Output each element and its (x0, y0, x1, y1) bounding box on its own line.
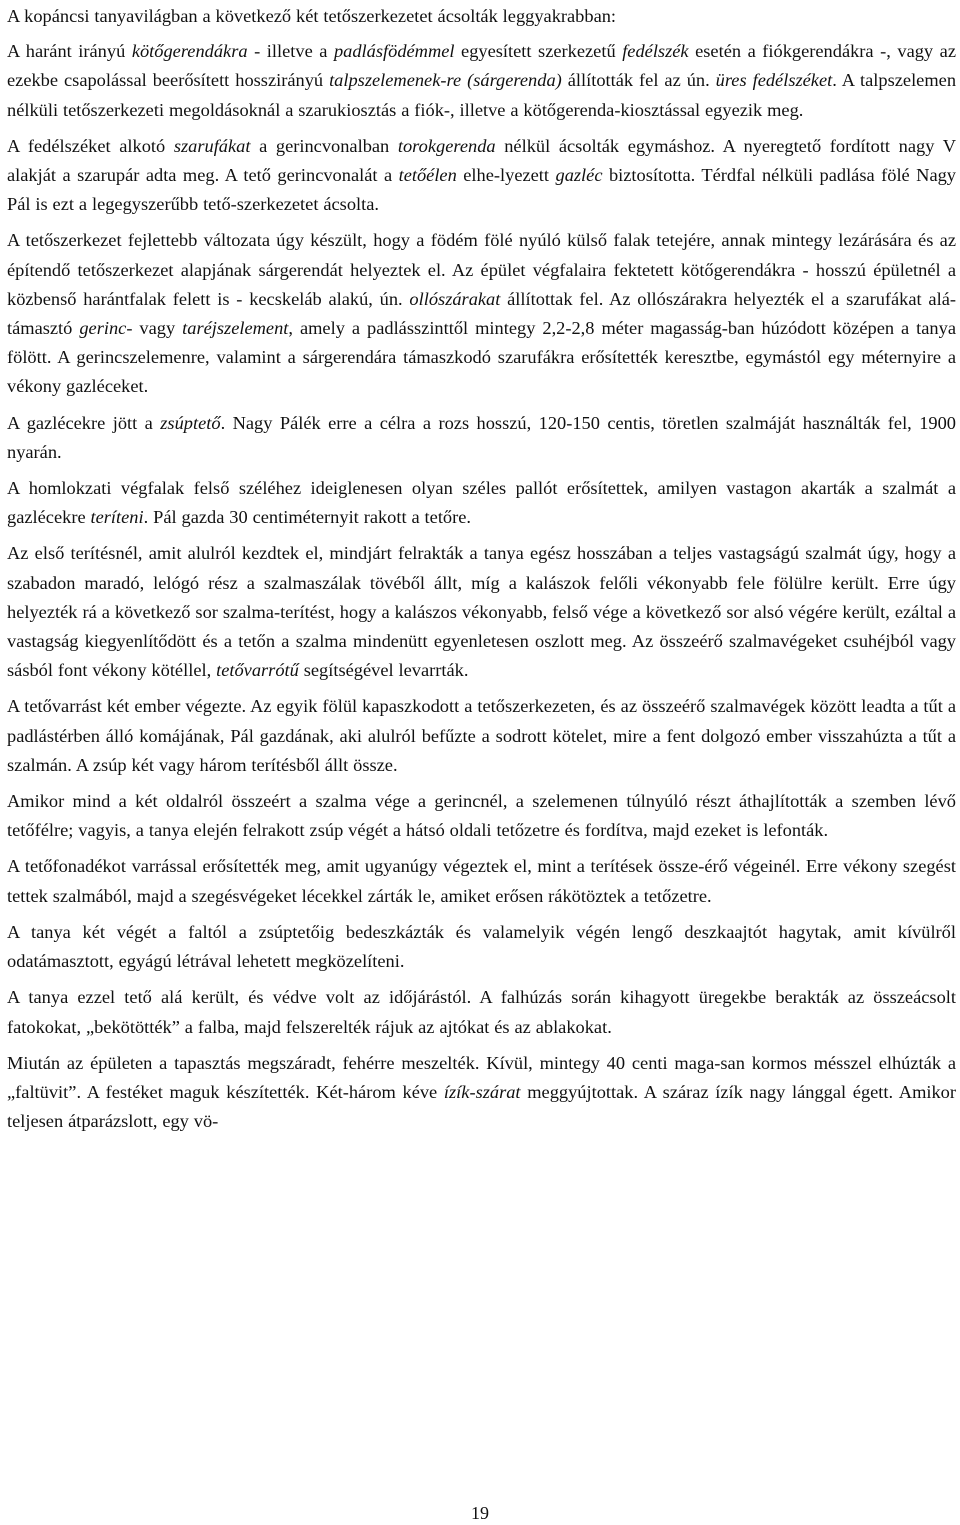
text-segment: a gerincvonalban (250, 135, 398, 156)
italic-term: taréjszelement (182, 318, 289, 339)
paragraph (7, 692, 956, 780)
italic-term: ízík-szárat (443, 1081, 521, 1102)
text-segment: állították fel az ún. (561, 70, 716, 91)
text-segment: segítségével levarrták. (298, 660, 469, 681)
paragraph (7, 1049, 956, 1137)
text-segment: . A talpszelemen nélküli tetőszerkezeti megoldásoknál a szarukiosztás a fiók-, illetve a kötőgerenda-kiosztással egyezik meg. (7, 70, 957, 120)
paragraph (7, 983, 956, 1041)
paragraph (7, 37, 956, 125)
italic-term: kötőgerendákra (131, 41, 248, 62)
paragraph (7, 852, 956, 910)
text-segment: vagy (132, 318, 183, 339)
italic-term: gerinc- (79, 318, 133, 339)
paragraph (7, 474, 956, 532)
text-segment: - illetve a (247, 41, 334, 62)
text-segment: esetén a fiókgerendákra -, vagy az ezekbe csapolással beerősített hosszirányú (7, 41, 956, 91)
text-segment: egyesített szerkezetű (454, 41, 623, 62)
text-segment: A tetővarrást két ember végezte. Az egyik fölül kapaszkodott a tetőszerkezeten, és az összeérő szalmavégek között leadta a tűt a padlástérben álló komájának, Pál gazdának, aki alulról befűzte a sodrott kötelet, mire a fent dolgozó ember visszahúzta a tűt a szalmán. A zsúp két vagy három terítésből állt össze. (7, 696, 956, 775)
text-segment: A kopáncsi tanyavilágban a következő két tetőszerkezetet ácsolták leggyakrabban: (7, 6, 617, 26)
paragraph (7, 132, 956, 220)
text-segment: , amely a padlásszinttől mintegy 2,2-2,8 méter magasság-ban húzódott középen a tanya fölött. A gerincszelemenre, valamint a sárgerendára támaszkodó szarufákra erősítették keresztbe, egymástól egy méternyire a vékony gazléceket. (7, 318, 956, 397)
text-segment: A tanya ezzel tető alá került, és védve volt az időjárástól. A falhúzás során kihagyott üregekbe berakták az összeácsolt fatokokat, „bekötötték” a falba, majd felszerelték rájuk az ajtókat és az ablakokat. (7, 987, 956, 1037)
italic-term: talpszelemenek-re (sárgerenda) (329, 70, 562, 91)
text-segment: A haránt irányú (7, 41, 132, 62)
text-segment: Miután az épületen a tapasztás megszáradt, fehérre meszelték. Kívül, mintegy 40 centi maga-san kormos mésszel elhúzták a „faltüvit”. A festéket maguk készítették. Két-három kéve (7, 1052, 956, 1102)
italic-term: tetővarrótű (216, 660, 299, 681)
text-segment: A gazlécekre jött a (7, 412, 161, 433)
text-segment: Amikor mind a két oldalról összeért a szalma vége a gerincnél, a szelemenen túlnyúló részt áthajlították a szemben lévő tetőfélre; vagyis, a tanya elején felrakott zsúp végét a hátsó oldali tetőzetre és fordítva, majd ezeket is lefonták. (7, 791, 956, 841)
text-segment: A homlokzati végfalak felső széléhez ideiglenesen olyan széles pallót erősítettek, amilyen vastagon akarták a szalmát a gazlécekre (7, 478, 956, 528)
text-segment: . Pál gazda 30 centiméternyit rakott a tetőre. (143, 507, 472, 528)
italic-term: tetőélen (398, 165, 457, 186)
italic-term: zsúptető (160, 412, 221, 433)
text-segment: állítottak fel. Az ollószárakra helyezték el a szarufákat alá-támasztó (7, 288, 956, 339)
italic-term: üres fedélszéket (715, 70, 833, 91)
italic-term: gazléc (555, 165, 603, 186)
italic-term: padlásfödémmel (333, 41, 455, 62)
text-segment: . Nagy Pálék erre a célra a rozs hosszú, 120-150 centis, töretlen szalmáját használták fel, 1900 nyarán. (7, 412, 956, 462)
paragraph (7, 2, 956, 31)
page-number: 19 (471, 1503, 489, 1523)
italic-term: ollószárakat (409, 288, 501, 309)
text-segment: meggyújtottak. A száraz ízík nagy lánggal égett. Amikor teljesen átparázslott, egy vö- (7, 1081, 956, 1132)
italic-term: torokgerenda (397, 135, 496, 156)
paragraph (7, 409, 956, 467)
text-segment: nélkül ácsolták egymáshoz. A nyeregtető fordított nagy V alakját a szarupár adta meg. A tető gerincvonalát a (7, 135, 956, 186)
text-segment: A tanya két végét a faltól a zsúptetőig bedeszkázták és valamelyik végén lengő deszkaajtót hagytak, amit kívülről odatámasztott, egyágú létrával lehetett megközelíteni. (7, 921, 956, 972)
paragraph (7, 918, 956, 976)
page-body (7, 2, 956, 1143)
italic-term: fedélszék (622, 41, 689, 62)
paragraph (7, 226, 956, 401)
italic-term: teríteni (90, 507, 144, 528)
paragraph (7, 539, 956, 685)
text-segment: A fedélszéket alkotó (7, 135, 174, 156)
text-segment: A tetőfonadékot varrással erősítették meg, amit ugyanúgy végeztek el, mint a terítések össze-érő végeinél. Erre vékony szegést tettek szalmából, majd a szegésvégeket lécekkel zárták le, amiket erősen rákötöztek a tetőzetre. (7, 856, 956, 906)
paragraph (7, 787, 956, 845)
text-segment: biztosította. Térdfal nélküli padlása fölé Nagy Pál is ezt a legegyszerűbb tető-szerkezetet ácsolta. (7, 165, 957, 215)
text-segment: Az első terítésnél, amit alulról kezdtek el, mindjárt felrakták a tanya egész hosszában a teljes vastagságú szalmát úgy, hogy a szabadon maradó, lelógó rész a szalmaszálak tövéből állt, míg a kalászok felőli vékonyabb fele fölülre került. Erre úgy helyezték rá a következő sor szalma-terítést, hogy a kalászos vékonyabb, felső vége a következő sor alsó végére került, ezáltal a vastagság kiegyenlítődött és a tetőn a szalma mindenütt egyenletesen oszlott meg. Az összeérő szalmavégeket csuhéjból vagy sásból font vékony kötéllel, (7, 543, 956, 681)
text-segment: elhe-lyezett (456, 165, 556, 186)
text-segment: A tetőszerkezet fejlettebb változata úgy készült, hogy a födém fölé nyúló külső falak tetejére, annak mintegy lezárására és az építendő tetőszerkezet alapjának sárgerendát helyeztek el. Az épület végfalaira fektetett kötőgerendákra - hosszú épületnél a közbenső harántfalak felett is - kecskeláb alakú, ún. (7, 230, 956, 309)
italic-term: szarufákat (173, 135, 251, 156)
